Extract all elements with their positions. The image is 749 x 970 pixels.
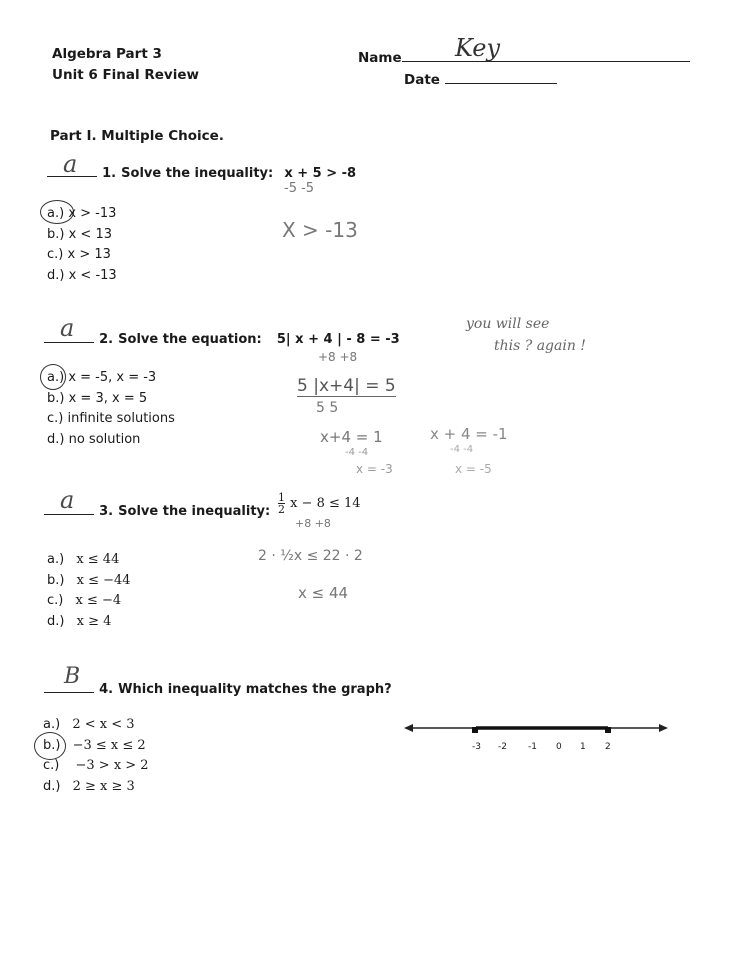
work-1-step-2: X > -13 (282, 218, 358, 242)
question-4 (44, 664, 392, 697)
choice-d[interactable]: d.) x ≥ 4 (47, 613, 112, 629)
choice-b[interactable]: b.) x < 13 (47, 226, 113, 242)
choice-c[interactable]: c.) x ≤ −4 (47, 593, 122, 608)
name-label-text: Name (358, 50, 402, 66)
name-value: Key (455, 34, 501, 62)
work-3-step-1: +8 +8 (295, 517, 331, 530)
question-number: 4. (99, 682, 114, 697)
choice-b[interactable]: b.) x = 3, x = 5 (47, 390, 148, 406)
teacher-note-line-1: you will see (466, 316, 550, 332)
choices-4 (43, 715, 149, 797)
work-2-step-3: 5 5 (316, 400, 339, 416)
answer-blank-4[interactable] (44, 664, 94, 693)
choices-2 (47, 368, 175, 450)
number-line-icon (404, 718, 668, 738)
question-prompt: Solve the inequality: (118, 504, 271, 519)
question-3 (44, 486, 271, 519)
choice-a[interactable]: a.) 2 < x < 3 (43, 717, 135, 732)
choice-b[interactable]: b.) x ≤ −44 (47, 572, 131, 588)
work-2-step-7: x + 4 = -1 (430, 425, 508, 443)
tick-label: -1 (528, 742, 537, 752)
work-2-step-8: -4 -4 (450, 444, 474, 455)
work-2-step-1: +8 +8 (318, 350, 358, 364)
course-title: Algebra Part 3 (52, 46, 162, 62)
question-prompt: Which inequality matches the graph? (118, 682, 392, 697)
unit-title: Unit 6 Final Review (52, 67, 199, 83)
answer-1: a (63, 150, 78, 178)
choice-d[interactable]: d.) 2 ≥ x ≥ 3 (43, 778, 135, 794)
question-expression: 5| x + 4 | - 8 = -3 (276, 332, 400, 347)
question-2 (44, 314, 400, 347)
work-2-step-2: 5 |x+4| = 5 (297, 376, 396, 396)
choice-c[interactable]: c.) infinite solutions (47, 411, 175, 426)
tick-label: -3 (472, 742, 481, 752)
choice-d[interactable]: d.) x < -13 (47, 267, 117, 283)
choice-a[interactable]: a.) x > -13 (47, 206, 117, 221)
tick-label: 0 (556, 742, 562, 752)
date-field[interactable] (445, 83, 557, 84)
answer-blank-2[interactable] (44, 314, 94, 343)
date-label-text: Date (404, 72, 440, 88)
work-2-step-6: x = -3 (356, 462, 393, 476)
work-2-step-4: x+4 = 1 (320, 428, 383, 446)
question-prompt: Solve the inequality: (121, 166, 274, 181)
choice-c[interactable]: c.) −3 > x > 2 (43, 758, 149, 773)
answer-2: a (60, 314, 75, 342)
name-label (358, 50, 690, 66)
answer-3: a (60, 486, 75, 514)
question-prompt: Solve the equation: (118, 332, 262, 347)
work-2-step-9: x = -5 (455, 462, 492, 476)
date-label (404, 72, 557, 88)
work-3-step-3: x ≤ 44 (298, 584, 349, 602)
question-expression: x + 5 > -8 (284, 166, 357, 181)
tick-label: 2 (605, 742, 611, 752)
teacher-note-line-2: this ? again ! (494, 338, 586, 354)
name-field[interactable] (402, 61, 690, 62)
work-3-step-2: 2 · ½x ≤ 22 · 2 (258, 548, 363, 564)
tick-label: 1 (580, 742, 586, 752)
choice-c[interactable]: c.) x > 13 (47, 247, 111, 262)
number-line-graph (404, 718, 668, 758)
question-number: 1. (102, 166, 117, 181)
question-number: 3. (99, 504, 114, 519)
answer-blank-1[interactable] (47, 150, 97, 178)
answer-4: B (64, 664, 81, 689)
question-3-expression (278, 492, 361, 515)
tick-label: -2 (498, 742, 507, 752)
question-1 (47, 150, 357, 181)
choice-a[interactable]: a.) x ≤ 44 (47, 552, 120, 567)
expression-rest: x − 8 ≤ 14 (290, 496, 361, 511)
choice-b[interactable]: b.) −3 ≤ x ≤ 2 (43, 737, 146, 753)
answer-blank-3[interactable] (44, 486, 94, 515)
question-number: 2. (99, 332, 114, 347)
section-title: Part I. Multiple Choice. (50, 128, 224, 144)
choices-1 (47, 204, 117, 286)
choice-d[interactable]: d.) no solution (47, 431, 141, 447)
work-1-step-1: -5 -5 (284, 181, 315, 196)
choices-3 (47, 550, 131, 632)
choice-a[interactable]: a.) x = -5, x = -3 (47, 370, 157, 385)
work-2-step-5: -4 -4 (345, 447, 369, 458)
fraction: $\frac{1}{2}$ (278, 491, 285, 516)
